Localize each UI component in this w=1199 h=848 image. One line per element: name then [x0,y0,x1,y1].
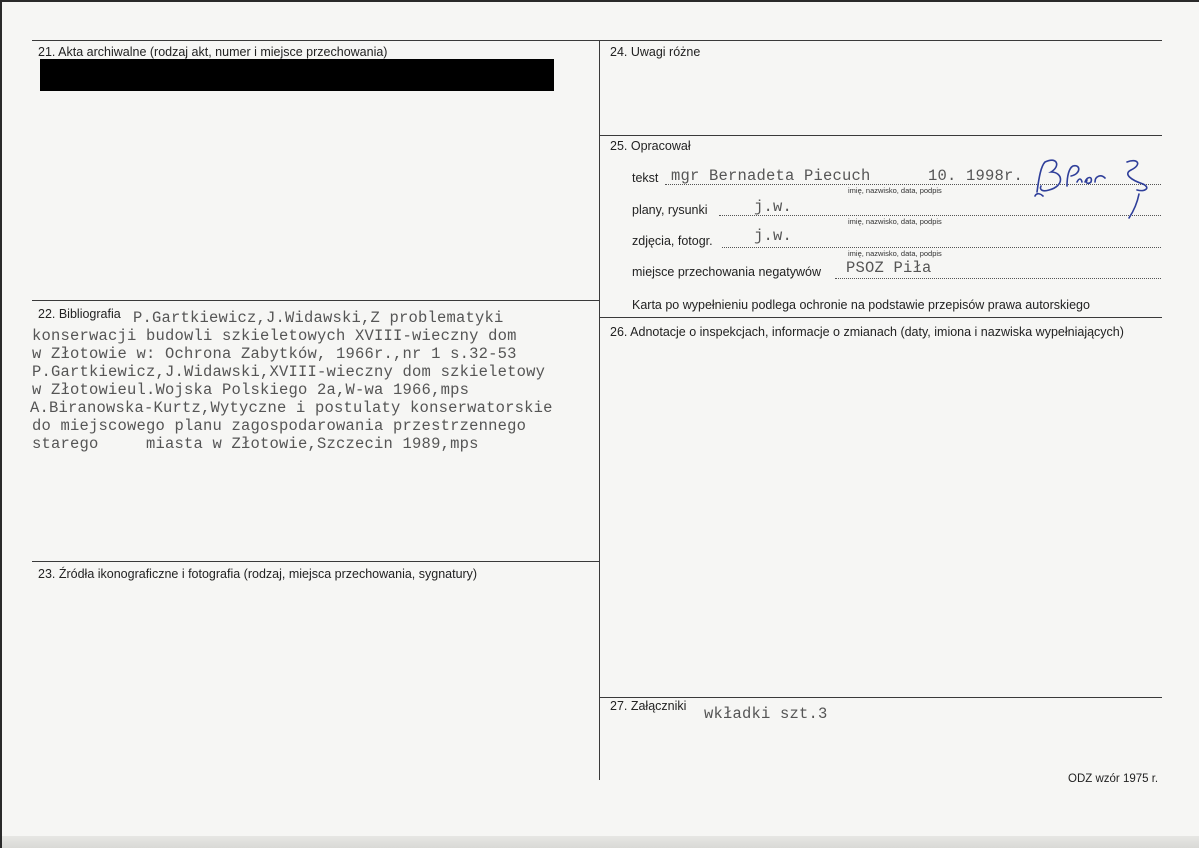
attachments-value: wkładki szt.3 [704,705,828,723]
rule-25-26 [599,317,1162,318]
tekst-label: tekst [632,171,659,185]
center-divider [599,40,600,780]
bibliography-line: starego miasta w Złotowie,Szczecin 1989,mps [32,435,479,453]
handwritten-signature [1027,152,1167,222]
tekst-hint: imię, nazwisko, data, podpis [848,186,942,195]
tekst-value: mgr Bernadeta Piecuch [671,167,871,185]
bibliography-line: P.Gartkiewicz,J.Widawski,Z problematyki [133,309,504,327]
section-25-label: 25. Opracował [610,139,691,153]
rule-26-27 [599,697,1162,698]
rule-22-23 [32,561,599,562]
plany-label: plany, rysunki [632,203,708,217]
section-24-label: 24. Uwagi różne [610,45,701,59]
copyright-note: Karta po wypełnieniu podlega ochronie na podstawie przepisów prawa autorskiego [632,298,1090,312]
zdjecia-value: j.w. [754,227,793,245]
zdjecia-dotted-line [722,247,1161,248]
bibliography-line: P.Gartkiewicz,J.Widawski,XVIII-wieczny dom szkieletowy [32,363,546,381]
top-rule [32,40,1162,41]
tekst-date: 10. 1998r. [928,167,1024,185]
miejsce-label: miejsce przechowania negatywów [632,265,821,279]
section-21-label: 21. Akta archiwalne (rodzaj akt, numer i miejsce przechowania) [38,45,388,59]
form-footer: ODZ wzór 1975 r. [1068,773,1159,785]
redaction-block [40,59,554,91]
section-22-label: 22. Bibliografia [38,307,121,321]
bibliography-line: konserwacji budowli szkieletowych XVIII-wieczny dom [32,327,517,345]
bibliography-line: A.Biranowska-Kurtz,Wytyczne i postulaty konserwatorskie [30,399,553,417]
plany-hint: imię, nazwisko, data, podpis [848,217,942,226]
section-23-label: 23. Źródła ikonograficzne i fotografia (rodzaj, miejsca przechowania, sygnatury) [38,567,478,581]
bibliography-line: w Złotowie w: Ochrona Zabytków, 1966r.,nr 1 s.32-53 [32,345,517,363]
section-27-label: 27. Załączniki [610,699,687,713]
zdjecia-label: zdjęcia, fotogr. [632,234,713,248]
rule-24-25 [599,135,1162,136]
plany-value: j.w. [754,198,793,216]
bibliography-line: w Złotowieul.Wojska Polskiego 2a,W-wa 1966,mps [32,381,470,399]
bibliography-line: do miejscowego planu zagospodarowania przestrzennego [32,417,527,435]
zdjecia-hint: imię, nazwisko, data, podpis [848,249,942,258]
miejsce-dotted-line [835,278,1161,279]
rule-21-22 [32,300,599,301]
miejsce-value: PSOZ Piła [846,259,932,277]
section-26-label: 26. Adnotacje o inspekcjach, informacje o zmianach (daty, imiona i nazwiska wypełniających) [610,325,1124,339]
page-edge [2,836,1199,848]
bibliography-text [32,309,553,453]
